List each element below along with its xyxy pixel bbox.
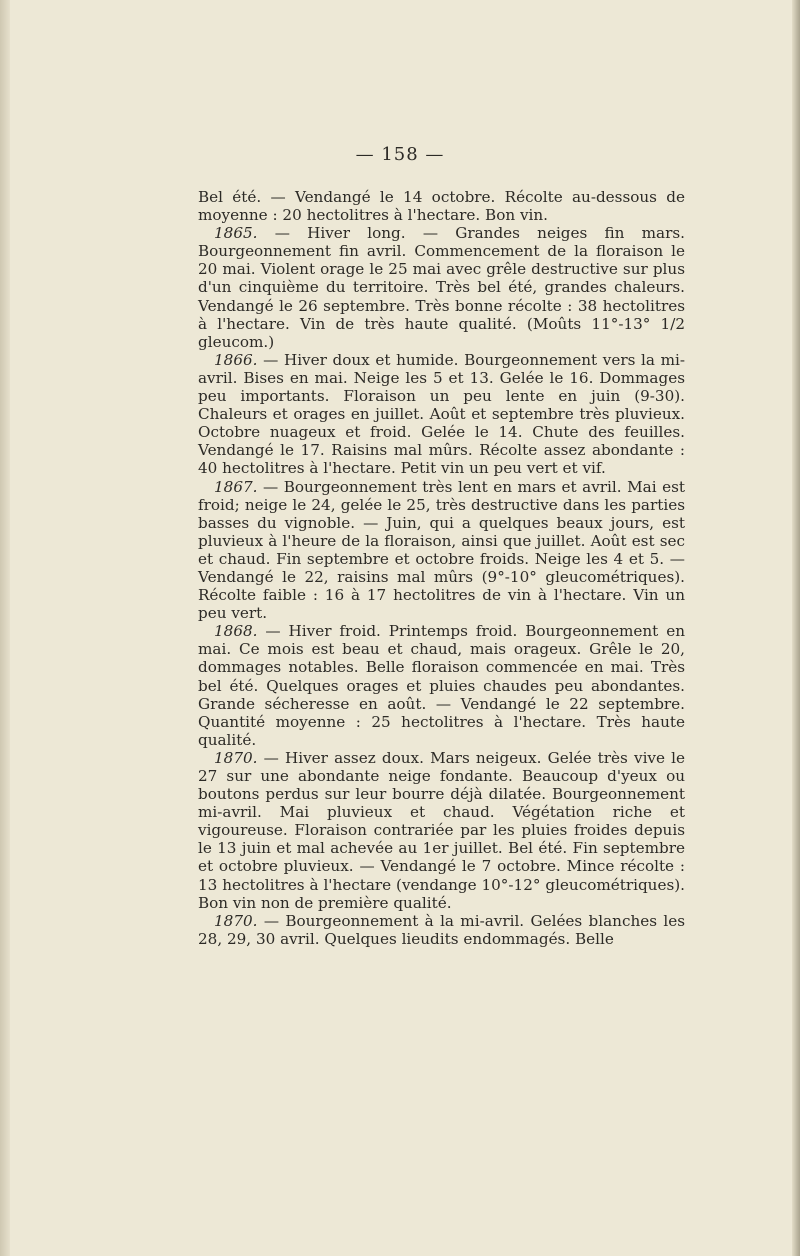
page-edge-right bbox=[792, 0, 800, 1256]
year-entry bbox=[198, 622, 685, 749]
entry-year: 1866. bbox=[214, 350, 258, 369]
year-entry bbox=[198, 749, 685, 912]
year-entry bbox=[198, 478, 685, 623]
entry-year: 1865. bbox=[214, 224, 258, 243]
entry-text: — Bourgeonnement à la mi-avril. Gelées blanches les 28, 29, 30 avril. Quelques lieudits endommagés. Belle bbox=[198, 911, 685, 948]
entry-text: — Hiver long. — Grandes neiges fin mars. Bourgeonnement fin avril. Commencement de la floraison le 20 mai. Violent orage le 25 mai avec grêle destructive sur plus d'un cinquième du territoire. Très bel été, grandes chaleurs. Vendangé le 26 septembre. Très bonne récolte : 38 hectolitres à l'hectare. Vin de très haute qualité. (Moûts 11°-13° 1/2 gleucom.) bbox=[198, 224, 685, 351]
entry-text: — Hiver doux et humide. Bourgeonnement vers la mi-avril. Bises en mai. Neige les 5 et 13. Gelée le 16. Dommages peu importants. Floraison un peu lente en juin (9-30). Chaleurs et orages en juillet. Août et septembre très pluvieux. Octobre nuageux et froid. Gelée le 14. Chute des feuilles. Vendangé le 17. Raisins mal mûrs. Récolte assez abondante : 40 hectolitres à l'hectare. Petit vin un peu vert et vif. bbox=[198, 350, 685, 478]
entry-text: — Hiver assez doux. Mars neigeux. Gelée très vive le 27 sur une abondante neige fondante. Beaucoup d'yeux ou boutons perdus sur leur bourre déjà dilatée. Bourgeonnement mi-avril. Mai pluvieux et chaud. Végétation riche et vigoureuse. Floraison contrariée par les pluies froides depuis le 13 juin et mal achevée au 1er juillet. Bel été. Fin septembre et octobre pluvieux. — Vendangé le 7 octobre. Mince récolte : 13 hectolitres à l'hectare (vendange 10°-12° gleucométriques). Bon vin non de première qualité. bbox=[198, 748, 685, 912]
intro-paragraph: Bel été. — Vendangé le 14 octobre. Récolte au-dessous de moyenne : 20 hectolitres à l'hectare. Bon vin. bbox=[198, 188, 685, 225]
entry-year: 1868. bbox=[214, 622, 258, 641]
entry-year: 1870. bbox=[214, 911, 258, 930]
year-entry bbox=[198, 351, 685, 478]
entry-year: 1870. bbox=[214, 748, 258, 767]
body-text bbox=[198, 188, 685, 948]
entry-text: — Hiver froid. Printemps froid. Bourgeonnement en mai. Ce mois est beau et chaud, mais orageux. Grêle le 20, dommages notables. Belle floraison commencée en mai. Très bel été. Quelques orages et pluies chaudes peu abondantes. Grande sécheresse en août. — Vendangé le 22 septembre. Quantité moyenne : 25 hectolitres à l'hectare. Très haute qualité. bbox=[198, 622, 685, 749]
page-number: — 158 — bbox=[355, 144, 445, 165]
year-entry bbox=[198, 912, 685, 948]
entry-text: — Bourgeonnement très lent en mars et avril. Mai est froid; neige le 24, gelée le 25, très destructive dans les parties basses du vignoble. — Juin, qui a quelques beaux jours, est pluvieux à l'heure de la floraison, ainsi que juillet. Août est sec et chaud. Fin septembre et octobre froids. Neige les 4 et 5. — Vendangé le 22, raisins mal mûrs (9°-10° gleucométriques). Récolte faible : 16 à 17 hectolitres de vin à l'hectare. Vin un peu vert. bbox=[198, 477, 685, 623]
year-entry bbox=[198, 224, 685, 351]
entry-year: 1867. bbox=[214, 477, 258, 496]
page-edge-left bbox=[0, 0, 10, 1256]
